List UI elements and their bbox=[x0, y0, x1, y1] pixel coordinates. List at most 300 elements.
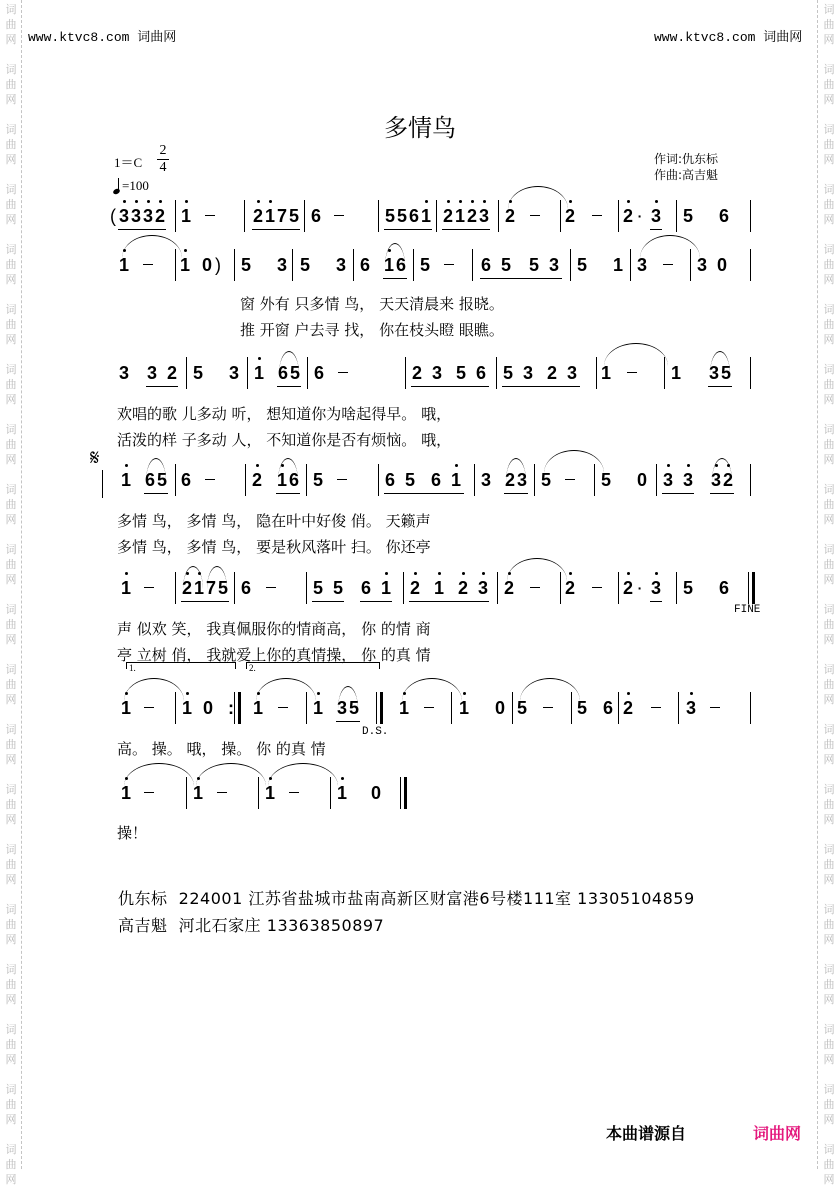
watermark-char: 词 bbox=[823, 303, 835, 316]
watermark-char: 网 bbox=[823, 393, 835, 406]
tie-slur bbox=[183, 566, 203, 589]
note: 3 bbox=[708, 363, 719, 383]
note: 3 bbox=[335, 255, 346, 275]
dash-extension bbox=[144, 587, 154, 588]
note: 3 bbox=[662, 468, 674, 492]
watermark-char: 曲 bbox=[5, 918, 17, 931]
watermark-char: 词 bbox=[5, 1023, 17, 1036]
tie-slur bbox=[712, 458, 732, 481]
barline bbox=[234, 249, 235, 281]
watermark-char: 曲 bbox=[823, 558, 835, 571]
dash-extension bbox=[565, 479, 575, 480]
tie-slur bbox=[278, 458, 298, 481]
barline bbox=[245, 464, 246, 496]
barline bbox=[497, 572, 498, 604]
key-signature: 1＝C bbox=[114, 155, 143, 170]
watermark-char: 曲 bbox=[5, 798, 17, 811]
watermark-char: 网 bbox=[5, 333, 17, 346]
barline bbox=[292, 249, 293, 281]
lyricist: 作词:仇东标 bbox=[654, 152, 719, 166]
watermark-char: 曲 bbox=[823, 258, 835, 271]
note: 5 bbox=[240, 255, 251, 275]
note: 7 bbox=[276, 206, 287, 226]
note: 1 bbox=[120, 781, 132, 805]
barline bbox=[496, 357, 497, 389]
lyrics-line: 推 开窗 户去寻 找， 你在枝头瞪 眼瞧。 bbox=[240, 321, 504, 339]
watermark-char: 曲 bbox=[823, 918, 835, 931]
note: 6 bbox=[359, 255, 370, 275]
note: 2 bbox=[722, 468, 734, 492]
tie-slur bbox=[507, 558, 567, 581]
note: 5 bbox=[576, 255, 587, 275]
quarter-note-icon bbox=[114, 178, 120, 194]
augmentation-dot: · bbox=[637, 580, 643, 596]
barline bbox=[306, 572, 307, 604]
watermark-char: 网 bbox=[5, 753, 17, 766]
watermark-char: 词 bbox=[823, 123, 835, 136]
note: 6 bbox=[395, 255, 406, 275]
beam-underline bbox=[277, 386, 301, 387]
tie-slur bbox=[710, 351, 730, 374]
watermark-char: 词 bbox=[823, 723, 835, 736]
barline bbox=[750, 357, 751, 389]
watermark-char: 网 bbox=[5, 153, 17, 166]
watermark-char: 网 bbox=[5, 1053, 17, 1066]
watermark-char: 曲 bbox=[5, 498, 17, 511]
barline bbox=[175, 200, 176, 232]
note: 5 bbox=[682, 578, 693, 598]
note: 2 bbox=[166, 363, 177, 383]
watermark-char: 词 bbox=[823, 603, 835, 616]
note: 5 bbox=[500, 255, 511, 275]
barline bbox=[175, 572, 176, 604]
beam-underline bbox=[708, 386, 732, 387]
watermark-char: 曲 bbox=[823, 978, 835, 991]
watermark-char: 网 bbox=[5, 453, 17, 466]
composer: 作曲:高吉魁 bbox=[654, 168, 719, 182]
barline bbox=[436, 200, 437, 232]
dash-extension bbox=[278, 707, 288, 708]
watermark-char: 词 bbox=[823, 483, 835, 496]
note: 3 bbox=[522, 363, 533, 383]
note: 6 bbox=[475, 363, 486, 383]
note: 5 bbox=[528, 255, 539, 275]
barline bbox=[571, 692, 572, 724]
tie-slur bbox=[544, 450, 604, 473]
watermark-char: 曲 bbox=[5, 18, 17, 31]
beam-underline bbox=[480, 278, 562, 279]
beam-underline bbox=[146, 386, 178, 387]
barline bbox=[247, 357, 248, 389]
barline bbox=[451, 692, 452, 724]
note: 6 bbox=[144, 470, 155, 490]
watermark-char: 网 bbox=[823, 993, 835, 1006]
note: 2 bbox=[622, 576, 634, 600]
dash-extension bbox=[444, 264, 454, 265]
note: 3 bbox=[276, 255, 287, 275]
note: 2 bbox=[564, 204, 576, 228]
watermark-char: 网 bbox=[5, 813, 17, 826]
watermark-char: 曲 bbox=[5, 858, 17, 871]
watermark-char: 曲 bbox=[5, 618, 17, 631]
dash-extension bbox=[543, 707, 553, 708]
watermark-char: 曲 bbox=[5, 558, 17, 571]
segno-barline bbox=[102, 470, 103, 498]
watermark-char: 词 bbox=[5, 363, 17, 376]
lyrics-line: 操！ bbox=[117, 824, 148, 842]
watermark-char: 网 bbox=[823, 513, 835, 526]
note: 5 bbox=[288, 206, 299, 226]
watermark-char: 词 bbox=[823, 963, 835, 976]
note: 3 bbox=[118, 363, 129, 383]
note: 3 bbox=[650, 576, 662, 600]
dash-extension bbox=[651, 707, 661, 708]
barline bbox=[403, 572, 404, 604]
watermark-char: 曲 bbox=[5, 1098, 17, 1111]
note: 5 bbox=[516, 698, 527, 718]
note: 3 bbox=[336, 698, 347, 718]
barline bbox=[304, 200, 305, 232]
barline bbox=[560, 200, 561, 232]
watermark-char: 词 bbox=[5, 423, 17, 436]
watermark-char: 曲 bbox=[5, 1158, 17, 1171]
note: 6 bbox=[602, 698, 613, 718]
watermark-char: 曲 bbox=[823, 198, 835, 211]
watermark-char: 词 bbox=[5, 1083, 17, 1096]
note: 6 bbox=[480, 255, 491, 275]
note: 1 bbox=[120, 468, 132, 492]
footer-source-label: 本曲谱源自 bbox=[606, 1124, 687, 1143]
notation-row bbox=[0, 204, 840, 244]
note: 1 bbox=[380, 576, 392, 600]
note: 6 bbox=[310, 206, 321, 226]
watermark-char: 词 bbox=[823, 543, 835, 556]
watermark-char: 曲 bbox=[5, 258, 17, 271]
parenthesis: ) bbox=[215, 255, 221, 275]
dash-extension bbox=[663, 264, 673, 265]
watermark-char: 词 bbox=[5, 843, 17, 856]
watermark-char: 网 bbox=[5, 933, 17, 946]
notation-row bbox=[0, 253, 840, 293]
tie-slur bbox=[268, 763, 338, 786]
barline bbox=[618, 200, 619, 232]
note: 1 bbox=[336, 781, 348, 805]
contact-line-composer: 高吉魁 河北石家庄 13363850897 bbox=[118, 916, 385, 935]
note: 2 bbox=[457, 576, 469, 600]
note: 2 bbox=[504, 470, 515, 490]
note: 5 bbox=[217, 578, 228, 598]
note: 1 bbox=[252, 696, 264, 720]
watermark-char: 网 bbox=[5, 33, 17, 46]
barline bbox=[560, 572, 561, 604]
note: 6 bbox=[360, 578, 371, 598]
note: 5 bbox=[289, 363, 300, 383]
barline bbox=[186, 777, 187, 809]
dash-extension bbox=[334, 215, 344, 216]
barline bbox=[664, 357, 665, 389]
note: 1 bbox=[420, 204, 432, 228]
dash-extension bbox=[143, 264, 153, 265]
augmentation-dot: · bbox=[637, 208, 643, 224]
watermark-char: 网 bbox=[823, 573, 835, 586]
watermark-char: 词 bbox=[823, 243, 835, 256]
double-barline bbox=[400, 777, 401, 809]
note: 2 bbox=[546, 363, 557, 383]
dash-extension bbox=[710, 707, 720, 708]
barline bbox=[306, 692, 307, 724]
lyrics-line: 亭 立树 俏， 我就爱上你的真情操， 你 的真 情 bbox=[117, 646, 431, 664]
watermark-char: 词 bbox=[823, 783, 835, 796]
note: 1 bbox=[458, 696, 470, 720]
barline bbox=[596, 357, 597, 389]
watermark-char: 曲 bbox=[5, 318, 17, 331]
dash-extension bbox=[592, 215, 602, 216]
segno-icon: 𝄋 bbox=[90, 446, 100, 471]
barline bbox=[750, 200, 751, 232]
watermark-char: 词 bbox=[823, 1143, 835, 1156]
barline bbox=[413, 249, 414, 281]
beam-underline bbox=[662, 493, 694, 494]
note: 3 bbox=[477, 576, 489, 600]
lyrics-line: 多情 鸟， 多情 鸟， 要是秋风落叶 扫。 你还亭 bbox=[117, 538, 431, 556]
lyrics-line: 声 似欢 笑， 我真佩服你的情商高， 你 的情 商 bbox=[117, 620, 431, 638]
note: 5 bbox=[455, 363, 466, 383]
barline bbox=[656, 464, 657, 496]
note: 1 bbox=[180, 204, 192, 228]
watermark-char: 词 bbox=[5, 303, 17, 316]
watermark-char: 网 bbox=[823, 1113, 835, 1126]
watermark-char: 曲 bbox=[823, 318, 835, 331]
barline bbox=[378, 200, 379, 232]
site-url-text: www.ktvc8.com bbox=[654, 30, 756, 45]
beam-underline bbox=[442, 229, 490, 230]
watermark-char: 曲 bbox=[5, 198, 17, 211]
dash-extension bbox=[144, 792, 154, 793]
barline bbox=[750, 692, 751, 724]
note: 5 bbox=[332, 578, 343, 598]
notation-row bbox=[0, 576, 840, 616]
watermark-char: 曲 bbox=[5, 978, 17, 991]
watermark-char: 曲 bbox=[5, 438, 17, 451]
watermark-char: 曲 bbox=[823, 678, 835, 691]
note: 3 bbox=[696, 255, 707, 275]
note: 2 bbox=[409, 576, 421, 600]
note: 1 bbox=[264, 781, 276, 805]
beam-underline bbox=[650, 601, 662, 602]
watermark-char: 词 bbox=[5, 603, 17, 616]
barline bbox=[618, 692, 619, 724]
note: 5 bbox=[682, 206, 693, 226]
beam-underline bbox=[336, 721, 360, 722]
lyrics-line: 活泼的样 子多动 人， 不知道你是否有烦恼。 哦， bbox=[117, 431, 452, 449]
note: 2 bbox=[503, 576, 515, 600]
beam-underline bbox=[411, 386, 489, 387]
watermark-char: 词 bbox=[823, 363, 835, 376]
watermark-char: 词 bbox=[5, 3, 17, 16]
barline bbox=[330, 777, 331, 809]
tempo-value: =100 bbox=[122, 178, 149, 193]
note: 1 bbox=[192, 781, 204, 805]
double-barline bbox=[748, 572, 749, 604]
watermark-char: 网 bbox=[823, 693, 835, 706]
watermark-char: 网 bbox=[823, 333, 835, 346]
note: 1 bbox=[120, 576, 132, 600]
note: 1 bbox=[120, 696, 132, 720]
watermark-char: 网 bbox=[5, 273, 17, 286]
watermark-char: 网 bbox=[5, 873, 17, 886]
lyrics-line: 多情 鸟， 多情 鸟， 隐在叶中好俊 俏。 天籁声 bbox=[117, 512, 431, 530]
barline bbox=[534, 464, 535, 496]
watermark-char: 词 bbox=[5, 663, 17, 676]
note: 2 bbox=[251, 468, 263, 492]
watermark-char: 曲 bbox=[5, 78, 17, 91]
watermark-char: 网 bbox=[823, 933, 835, 946]
note: 1 bbox=[450, 468, 462, 492]
barline bbox=[175, 692, 176, 724]
watermark-char: 词 bbox=[823, 843, 835, 856]
lyrics-line: 窗 外有 只多情 鸟， 天天清晨来 报晓。 bbox=[240, 295, 504, 313]
note: 3 bbox=[650, 204, 662, 228]
watermark-char: 网 bbox=[823, 453, 835, 466]
watermark-char: 曲 bbox=[5, 738, 17, 751]
beam-underline bbox=[384, 493, 464, 494]
dash-extension bbox=[530, 215, 540, 216]
watermark-char: 曲 bbox=[823, 378, 835, 391]
note: 1 bbox=[600, 363, 611, 383]
tie-slur bbox=[338, 686, 358, 709]
watermark-char: 网 bbox=[5, 1113, 17, 1126]
note: 6 bbox=[240, 578, 251, 598]
barline bbox=[175, 249, 176, 281]
note: 1 bbox=[670, 363, 681, 383]
watermark-char: 曲 bbox=[5, 678, 17, 691]
song-title: 多情鸟 bbox=[384, 114, 456, 142]
barline bbox=[258, 777, 259, 809]
note: 6 bbox=[180, 470, 191, 490]
note: 3 bbox=[636, 255, 647, 275]
note: 0 bbox=[636, 470, 647, 490]
note: 2 bbox=[622, 204, 634, 228]
volta-bracket: 2. bbox=[246, 662, 380, 669]
note: 5 bbox=[384, 206, 395, 226]
watermark-char: 网 bbox=[823, 273, 835, 286]
note: 6 bbox=[384, 470, 395, 490]
watermark-char: 网 bbox=[5, 513, 17, 526]
dash-extension bbox=[627, 372, 637, 373]
note: 6 bbox=[408, 206, 419, 226]
note: 3 bbox=[566, 363, 577, 383]
watermark-char: 词 bbox=[5, 1143, 17, 1156]
note: 6 bbox=[288, 470, 299, 490]
note: 3 bbox=[228, 363, 239, 383]
watermark-char: 网 bbox=[823, 633, 835, 646]
site-url-right bbox=[654, 26, 802, 45]
watermark-char: 曲 bbox=[823, 498, 835, 511]
barline bbox=[474, 464, 475, 496]
note: 5 bbox=[312, 578, 323, 598]
note: 5 bbox=[502, 363, 513, 383]
watermark-char: 词 bbox=[823, 423, 835, 436]
watermark-char: 曲 bbox=[823, 138, 835, 151]
dash-extension bbox=[530, 587, 540, 588]
watermark-char: 词 bbox=[5, 243, 17, 256]
note: 3 bbox=[480, 470, 491, 490]
credits bbox=[654, 151, 718, 183]
beam-underline bbox=[502, 386, 580, 387]
watermark-char: 曲 bbox=[823, 1098, 835, 1111]
barline bbox=[234, 572, 235, 604]
note: 5 bbox=[192, 363, 203, 383]
watermark-char: 曲 bbox=[823, 78, 835, 91]
note: 5 bbox=[404, 470, 415, 490]
watermark-char: 曲 bbox=[823, 18, 835, 31]
barline bbox=[498, 200, 499, 232]
time-signature bbox=[157, 143, 169, 176]
note: 1 bbox=[276, 468, 288, 492]
note: 3 bbox=[516, 470, 527, 490]
parenthesis: ( bbox=[110, 206, 116, 226]
time-numerator: 2 bbox=[157, 143, 169, 160]
note: 3 bbox=[478, 204, 490, 228]
dash-extension bbox=[289, 792, 299, 793]
note: 6 bbox=[430, 470, 441, 490]
watermark-char: 网 bbox=[5, 213, 17, 226]
watermark-char: 曲 bbox=[823, 1038, 835, 1051]
notation-row bbox=[0, 468, 840, 508]
watermark-char: 词 bbox=[823, 1023, 835, 1036]
beam-underline bbox=[360, 601, 392, 602]
dash-extension bbox=[205, 479, 215, 480]
watermark-char: 网 bbox=[5, 573, 17, 586]
watermark-char: 网 bbox=[823, 213, 835, 226]
watermark-char: 词 bbox=[823, 3, 835, 16]
time-denominator: 4 bbox=[159, 160, 167, 175]
dash-extension bbox=[592, 587, 602, 588]
note: 0 bbox=[202, 698, 213, 718]
tempo-marking bbox=[114, 178, 149, 194]
note: 5 bbox=[600, 470, 611, 490]
watermark-char: 词 bbox=[823, 1083, 835, 1096]
barline bbox=[472, 249, 473, 281]
barline bbox=[750, 464, 751, 496]
watermark-char: 曲 bbox=[823, 1158, 835, 1171]
barline bbox=[676, 200, 677, 232]
watermark-char: 词 bbox=[5, 783, 17, 796]
notation-row bbox=[0, 361, 840, 401]
site-url-left bbox=[28, 26, 176, 45]
watermark-char: 词 bbox=[5, 903, 17, 916]
note: 2 bbox=[622, 696, 634, 720]
repeat-sign: : bbox=[228, 698, 234, 718]
site-name-text: 词曲网 bbox=[137, 30, 177, 45]
footer-brand-link[interactable]: 词曲网 bbox=[753, 1124, 802, 1143]
beam-underline bbox=[276, 493, 300, 494]
beam-underline bbox=[252, 229, 300, 230]
beam-underline bbox=[710, 493, 734, 494]
watermark-char: 曲 bbox=[823, 438, 835, 451]
watermark-char: 网 bbox=[5, 393, 17, 406]
note: 0 bbox=[370, 783, 381, 803]
note: 1 bbox=[398, 696, 410, 720]
barline bbox=[630, 249, 631, 281]
watermark-char: 词 bbox=[5, 63, 17, 76]
watermark-char: 曲 bbox=[5, 378, 17, 391]
note: 1 bbox=[454, 204, 466, 228]
watermark-char: 词 bbox=[5, 183, 17, 196]
watermark-char: 曲 bbox=[5, 1038, 17, 1051]
note: 5 bbox=[576, 698, 587, 718]
watermark-char: 曲 bbox=[5, 138, 17, 151]
